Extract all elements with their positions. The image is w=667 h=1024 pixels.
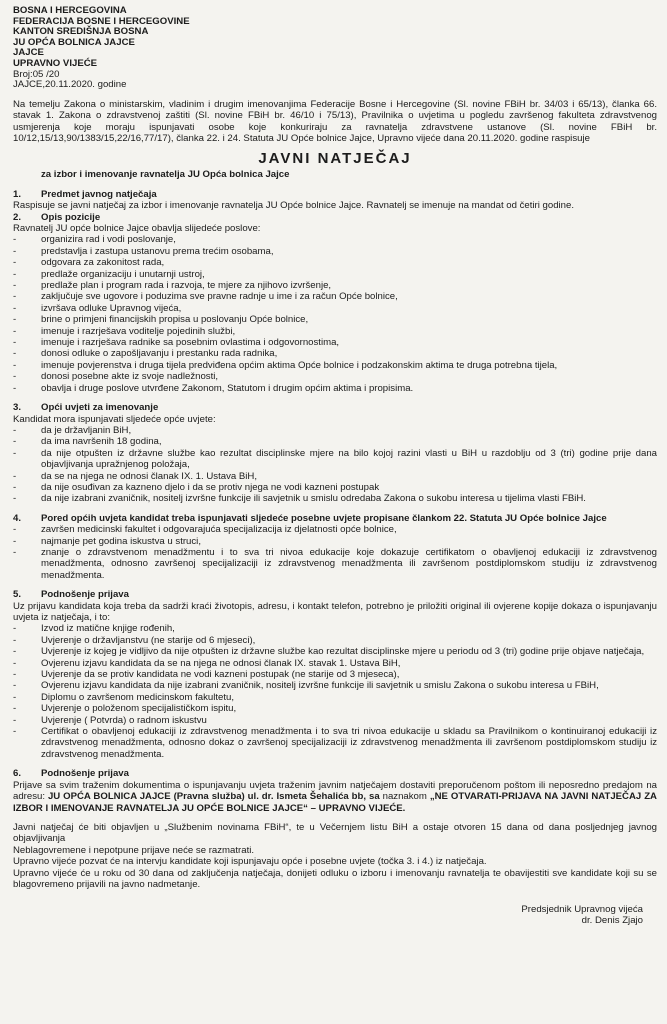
closing-paragraphs (13, 822, 657, 890)
required-documents-list (13, 623, 657, 760)
list-item (13, 703, 657, 714)
letterhead (13, 6, 657, 91)
list-item-text: Uvjerenje da se protiv kandidata ne vodi kazneni postupak (ne starije od 3 mjeseca), (41, 669, 400, 681)
dash-bullet: - (13, 691, 17, 703)
dash-bullet: - (13, 546, 17, 558)
special-conditions-list (13, 524, 657, 581)
list-item-text: Ovjerenu izjavu kandidata da nije izabrani zvaničnik, nositelj izvršne funkcije ili savjetnik u smislu Zakona o sukobu interesa u FBiH, (41, 680, 599, 692)
list-item-text: znanje o zdravstvenom menadžmentu i to sva tri nivoa edukacije koje dokazuje certifikatom o obavljenoj edukaciji iz zdravstvenog menadžmenta, odnosno završenoj specijalizaciji iz zdravstvenog menadžmenta ili završenom postdiplomskom studiju iz zdravstvenog menadžmenta. (41, 546, 657, 581)
dash-bullet: - (13, 302, 17, 314)
letterhead-line: JAJCE (13, 47, 44, 59)
envelope-marking: „NE OTVARATI-PRIJAVA NA JAVNI NATJEČAJ ZA IZBOR I IMENOVANJE RAVNATELJA JU OPĆE BOLNICE JAJCE“ – UPRAVNO VIJEĆE. (13, 791, 657, 814)
section-title: Pored općih uvjeta kandidat treba ispunjavati sljedeće posebne uvjete propisane člankom 22. Statuta JU Opće bolnice Jajce (41, 512, 607, 524)
list-item-text: predlaže organizaciju i unutarnji ustroj, (41, 268, 205, 280)
list-item-text: Uvjerenje o položenom specijalističkom ispitu, (41, 703, 237, 715)
list-item (13, 680, 657, 691)
dash-bullet: - (13, 291, 17, 303)
section-3-lead: Kandidat mora ispunjavati sljedeće opće uvjete: (13, 413, 216, 425)
list-item-text: Uvjerenje iz kojeg je vidljivo da nije otpušten iz državne službe kao rezultat disciplinske mjere u periodu od 3 (tri) godine prije objave natječaja, (41, 646, 645, 658)
legal-basis-paragraph: Na temelju Zakona o ministarskim, vladinim i drugim imenovanjima Federacije Bosne i Hercegovine (Sl. novine FBiH br. 34/03 i 65/13), članka 66. stavak 1. Zakona o zdravstvenoj zaštiti (Sl. novine FBiH br. 46/10 i 75/13), Pravilnika o uvjetima u pogledu završenog fakulteta zdravstvenog usmjerenja koje moraju ispunjavati osobe koje konkuriraju za ravnatelja zdravstvene ustanove (Sl. novine FBiH br. 10/12,15/13,90/1383/15,22/16,77/17), članka 22. i 24. Statuta JU Opće bolnice Jajce, Upravno vijeće dana 20.11.2020. godine raspisuje (13, 98, 657, 144)
dash-bullet: - (13, 325, 17, 337)
list-item-text: da nije otpušten iz državne službe kao rezultat disciplinske mjere na bilo kojoj razini vlasti u BiH u razdoblju od 3 (tri) godine prije dana objavljivanja upražnjenog položaja, (41, 447, 657, 471)
list-item (13, 234, 657, 245)
list-item (13, 448, 657, 471)
list-item (13, 337, 657, 348)
dash-bullet: - (13, 234, 17, 246)
list-item (13, 482, 657, 493)
section-4-heading (13, 513, 657, 524)
list-item (13, 348, 657, 359)
closing-line: Upravno vijeće pozvat će na intervju kandidate koji ispunjavaju opće i posebne uvjete (točka 3. i 4.) iz natječaja. (13, 856, 487, 868)
list-item (13, 436, 657, 447)
submission-text: Prijave sa svim traženim dokumentima o ispunjavanju uvjeta traženim javnim natječajem dostaviti preporučenom poštom ili neposredno predajom na adresu: (13, 779, 657, 803)
notice-title: JAVNI NATJEČAJ (258, 150, 412, 168)
notice-subtitle: za izbor i imenovanje ravnatelja JU Opća bolnica Jajce (41, 169, 290, 181)
list-item-text: obavlja i druge poslove utvrđene Zakonom, Statutom i drugim općim aktima i propisima. (41, 382, 414, 394)
list-item-text: najmanje pet godina iskustva u struci, (41, 535, 201, 547)
general-conditions-list (13, 425, 657, 505)
closing-line: Javni natječaj će biti objavljen u „Službenim novinama FBiH“, te u Večernjem listu BiH a ostaje otvoren 15 dana od dana posljednjeg javnog objavljivanja (13, 821, 657, 845)
dash-bullet: - (13, 646, 17, 658)
list-item (13, 658, 657, 669)
reference-number: Broj:05 /20 (13, 68, 60, 80)
list-item (13, 291, 657, 302)
document-date: JAJCE,20.11.2020. godine (13, 79, 127, 91)
list-item-text: organizira rad i vodi poslovanje, (41, 234, 176, 246)
section-number: 6. (13, 768, 22, 780)
dash-bullet: - (13, 447, 17, 459)
list-item (13, 383, 657, 394)
list-item (13, 425, 657, 436)
dash-bullet: - (13, 634, 17, 646)
section-number: 2. (13, 211, 22, 223)
dash-bullet: - (13, 257, 17, 269)
signature-block (13, 904, 657, 926)
list-item-text: da nije osuđivan za kazneno djelo i da se protiv njega ne vodi kazneni postupak (41, 481, 380, 493)
dash-bullet: - (13, 493, 17, 505)
list-item (13, 715, 657, 726)
dash-bullet: - (13, 359, 17, 371)
list-item-text: Ovjerenu izjavu kandidata da se na njega ne odnosi članak IX. stavak 1. Ustava BiH, (41, 657, 401, 669)
dash-bullet: - (13, 669, 17, 681)
list-item-text: predstavlja i zastupa ustanovu prema trećim osobama, (41, 245, 274, 257)
section-number: 4. (13, 512, 22, 524)
submission-address: JU OPĆA BOLNICA JAJCE (Pravna služba) ul. dr. Ismeta Šehalića bb, sa (47, 791, 380, 803)
section-1-text: Raspisuje se javni natječaj za izbor i imenovanje ravnatelja JU Opće bolnice Jajce. Ravnatelj se imenuje na mandat od četiri godine. (13, 200, 575, 212)
submission-text-2: naznakom (379, 791, 430, 803)
section-5-lead: Uz prijavu kandidata koja treba da sadrži kraći životopis, adresu, i kontakt telefon, potrebno je priložiti original ili ovjerene kopije dokaza o ispunjavanju uvjeta iz natječaja, i to: (13, 600, 657, 623)
letterhead-line: UPRAVNO VIJEĆE (13, 57, 98, 69)
section-number: 5. (13, 589, 22, 601)
list-item (13, 371, 657, 382)
list-item (13, 303, 657, 314)
letterhead-line: FEDERACIJA BOSNE I HERCEGOVINE (13, 15, 190, 27)
list-item (13, 547, 657, 581)
list-item (13, 326, 657, 337)
letterhead-line: KANTON SREDIŠNJA BOSNA (13, 26, 149, 38)
dash-bullet: - (13, 535, 17, 547)
dash-bullet: - (13, 481, 17, 493)
list-item (13, 314, 657, 325)
list-item (13, 246, 657, 257)
dash-bullet: - (13, 314, 17, 326)
closing-line: Upravno vijeće će u roku od 30 dana od zaključenja natječaja, donijeti odluku o izboru i imenovanju ravnatelja te obavijestiti sve kandidate koji su se blagovremeno prijavili na javno nadmetanje. (13, 867, 657, 890)
list-item-text: izvršava odluke Upravnog vijeća, (41, 302, 182, 314)
list-item (13, 471, 657, 482)
section-title: Opći uvjeti za imenovanje (41, 402, 159, 414)
section-title: Opis pozicije (41, 211, 101, 223)
list-item-text: donosi posebne akte iz svoje nadležnosti, (41, 371, 219, 383)
dash-bullet: - (13, 680, 17, 692)
section-6-text (13, 780, 657, 814)
section-6-heading (13, 768, 657, 779)
list-item-text: imenuje i razrješava voditelje pojedinih službi, (41, 325, 236, 337)
dash-bullet: - (13, 424, 17, 436)
section-3-heading (13, 402, 657, 413)
dash-bullet: - (13, 371, 17, 383)
list-item-text: zaključuje sve ugovore i poduzima sve pravne radnje u ime i za račun Opće bolnice, (41, 291, 398, 303)
section-number: 1. (13, 188, 22, 200)
dash-bullet: - (13, 280, 17, 292)
section-2-heading (13, 212, 657, 223)
list-item (13, 269, 657, 280)
list-item (13, 726, 657, 760)
duties-list (13, 234, 657, 394)
dash-bullet: - (13, 470, 17, 482)
list-item (13, 360, 657, 371)
list-item (13, 493, 657, 504)
dash-bullet: - (13, 657, 17, 669)
list-item (13, 646, 657, 657)
list-item-text: Uvjerenje ( Potvrda) o radnom iskustvu (41, 714, 207, 726)
section-title: Predmet javnog natječaja (41, 188, 157, 200)
list-item-text: brine o primjeni financijskih propisa u poslovanju Opće bolnice, (41, 314, 309, 326)
section-5-heading (13, 589, 657, 600)
list-item-text: donosi odluke o zapošljavanju i prestanku rada radnika, (41, 348, 278, 360)
section-2-lead: Ravnatelj JU opće bolnice Jajce obavlja slijedeće poslove: (13, 223, 261, 234)
list-item-text: završen medicinski fakultet i odgovarajuća specijalizacija iz djelatnosti opće bolnice, (41, 524, 397, 536)
dash-bullet: - (13, 337, 17, 349)
letterhead-line: JU OPĆA BOLNICA JAJCE (13, 36, 135, 48)
list-item-text: da se na njega ne odnosi članak IX. 1. Ustava BiH, (41, 470, 257, 482)
dash-bullet: - (13, 524, 17, 536)
dash-bullet: - (13, 245, 17, 257)
dash-bullet: - (13, 726, 17, 738)
list-item-text: Diplomu o završenom medicinskom fakultetu, (41, 691, 235, 703)
list-item-text: imenuje i razrješava radnike sa posebnim ovlastima i odgovornostima, (41, 337, 340, 349)
section-title: Podnošenje prijava (41, 589, 129, 601)
list-item-text: imenuje povjerenstva i druga tijela predviđena općim aktima Opće bolnice i podzakonskim aktima te druga potrebna tijela, (41, 359, 558, 371)
closing-line: Neblagovremene i nepotpune prijave neće se razmatrati. (13, 844, 255, 856)
list-item (13, 669, 657, 680)
list-item (13, 635, 657, 646)
section-number: 3. (13, 402, 22, 414)
list-item-text: Certifikat o obavljenoj edukaciji iz zdravstvenog menadžmenta i to sva tri nivoa edukacije u skladu sa Pravilnikom o kontinuiranoj edukaciji iz zdravstvenog menadžmenta, odnosno dokaz o završenoj specijalizaciji iz zdravstvenog menadžmenta ili završenom postdiplomskom studiju iz zdravstvenog menadžmenta. (41, 726, 657, 760)
list-item-text: Izvod iz matične knjige rođenih, (41, 623, 175, 635)
letterhead-line: BOSNA I HERCEGOVINA (13, 5, 127, 16)
signatory-role: Predsjednik Upravnog vijeća (521, 904, 643, 916)
dash-bullet: - (13, 703, 17, 715)
list-item (13, 524, 657, 535)
list-item-text: Uvjerenje o državljanstvu (ne starije od 6 mjeseci), (41, 634, 256, 646)
list-item-text: da je državljanin BiH, (41, 424, 132, 436)
signatory-name: dr. Denis Zjajo (581, 915, 643, 927)
dash-bullet: - (13, 714, 17, 726)
section-title: Podnošenje prijava (41, 768, 129, 780)
dash-bullet: - (13, 623, 17, 635)
list-item-text: odgovara za zakonitost rada, (41, 257, 165, 269)
list-item (13, 257, 657, 268)
list-item (13, 623, 657, 634)
list-item-text: predlaže plan i program rada i razvoja, te mjere za njihovo izvršenje, (41, 280, 332, 292)
dash-bullet: - (13, 382, 17, 394)
dash-bullet: - (13, 268, 17, 280)
list-item-text: da nije izabrani zvaničnik, nositelj izvršne funkcije ili savjetnik u smislu odredaba Zakona o sukobu interesa u tijelima vlasti FBiH. (41, 493, 586, 505)
dash-bullet: - (13, 436, 17, 448)
list-item (13, 692, 657, 703)
section-1-heading (13, 189, 657, 200)
dash-bullet: - (13, 348, 17, 360)
list-item-text: da ima navršenih 18 godina, (41, 436, 162, 448)
list-item (13, 280, 657, 291)
list-item (13, 536, 657, 547)
